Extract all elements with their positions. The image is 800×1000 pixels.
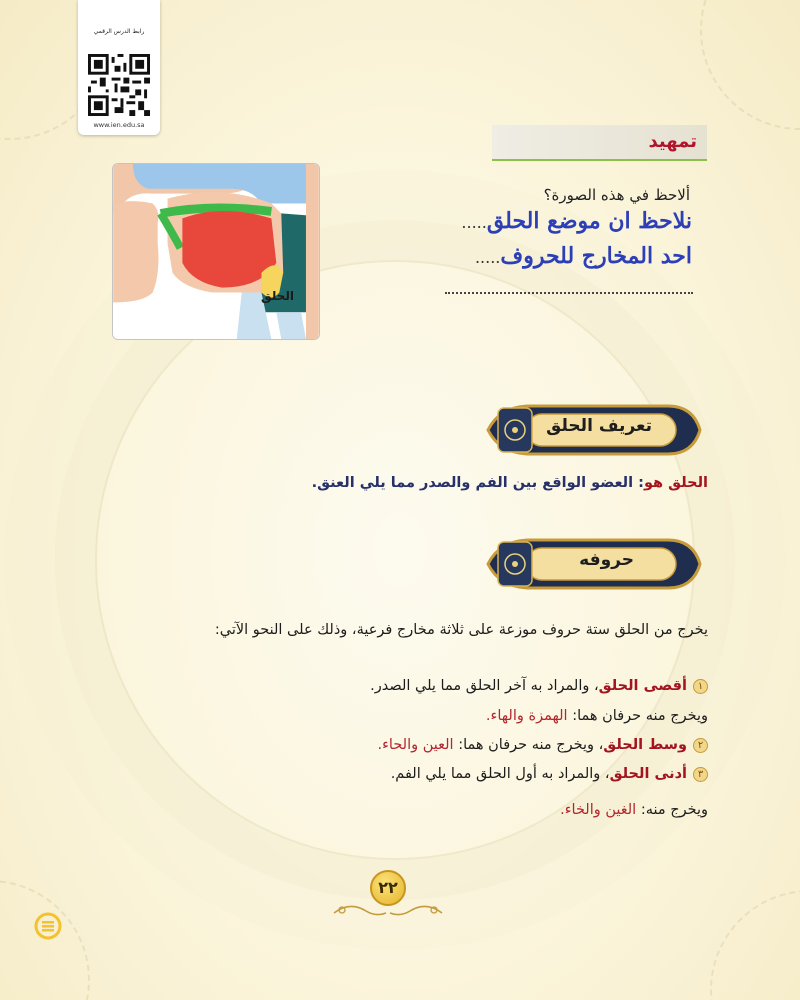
letters-intro: يخرج من الحلق ستة حروف موزعة على ثلاثة مخارج فرعية، وذلك على النحو الآتي: [214,622,708,638]
answer-dots-2: ..... [474,248,501,267]
question-text: ألاحظ في هذه الصورة؟ [543,186,690,204]
list-number-badge: ٣ [693,767,708,782]
definition-body: : العضو الواقع بين الفم والصدر مما يلي العنق. [311,475,644,491]
definition-term: الحلق هو [643,475,708,491]
qr-code-icon[interactable] [88,54,150,116]
definition-banner-title: تعريف الحلق [546,416,652,436]
letters-banner [478,534,710,594]
definition-banner [478,400,710,460]
answer-dots-1: ..... [461,213,487,232]
qr-title: رابط الدرس الرقمي [93,28,145,35]
list-item-sub [486,708,708,724]
list-item-sub [560,802,708,818]
qr-url-link[interactable]: www.ien.edu.sa [93,121,145,129]
list-item-sub-prefix: ويخرج منه حرفان هما: [567,708,708,724]
list-item-desc: ، ويخرج منه حرفان هما: [453,737,604,753]
throat-anatomy-illustration [113,164,319,339]
throat-anatomy-figure [112,163,320,340]
list-number-badge: ١ [693,679,708,694]
answer-blank-line[interactable] [445,292,693,294]
background-ornament [0,880,90,1000]
letters-banner-title: حروفه [579,550,634,570]
list-item-letters: العين والحاء. [377,737,454,753]
answer-text-1: نلاحظ ان موضع الحلق [486,208,692,234]
answer-line-1[interactable] [461,208,692,234]
background-ornament [710,890,800,1000]
page-number: ٢٢ [370,870,406,906]
list-item-desc: ، والمراد به آخر الحلق مما يلي الصدر. [370,678,599,694]
list-item-title: أقصى الحلق [598,678,687,694]
background-ornament [700,0,800,130]
list-item-letters: الهمزة والهاء. [485,708,568,724]
answer-text-2: احد المخارج للحروف [500,243,692,269]
list-item-title: أدنى الحلق [609,766,687,782]
list-item [377,737,708,753]
list-item-sub-prefix: ويخرج منه: [636,802,708,818]
intro-section-header [492,125,707,161]
list-item-title: وسط الحلق [603,737,687,753]
qr-card[interactable] [78,0,160,135]
list-item-desc: ، والمراد به أول الحلق مما يلي الفم. [390,766,610,782]
publisher-logo-icon [34,912,62,940]
list-number-badge: ٢ [693,738,708,753]
answer-line-2[interactable] [475,243,692,269]
list-item [370,678,708,694]
definition-text [312,475,708,491]
figure-label: الحلق [261,289,294,303]
list-item-letters: الغين والخاء. [560,802,637,818]
list-item [391,766,708,782]
intro-header-title: تمهيد [648,131,697,152]
